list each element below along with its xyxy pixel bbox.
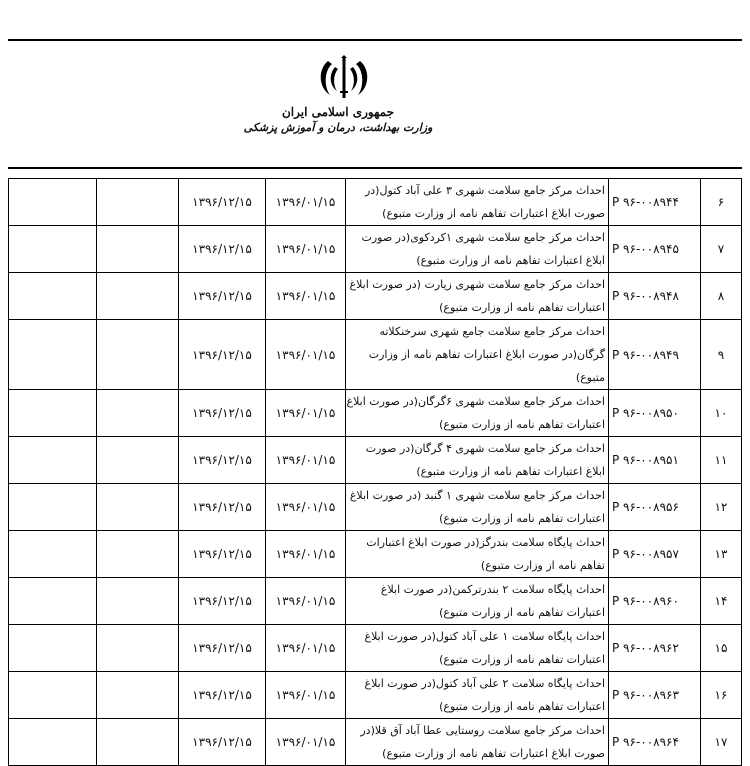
cell-start-date: ۱۳۹۶/۰۱/۱۵ — [266, 531, 346, 578]
cell-extra-2 — [9, 531, 97, 578]
cell-row-number: ۱۱ — [701, 437, 742, 484]
iran-emblem-icon — [314, 55, 374, 101]
cell-end-date: ۱۳۹۶/۱۲/۱۵ — [179, 484, 266, 531]
table-row — [9, 273, 742, 320]
cell-extra-2 — [9, 672, 97, 719]
cell-row-number: ۱۲ — [701, 484, 742, 531]
cell-extra-2 — [9, 437, 97, 484]
cell-row-number: ۱۳ — [701, 531, 742, 578]
cell-project-title: احداث پایگاه سلامت بندرگز(در صورت ابلاغ اعتبارات تفاهم نامه از وزارت متبوع) — [346, 531, 609, 578]
cell-extra-1 — [97, 320, 179, 390]
table-row — [9, 484, 742, 531]
cell-end-date: ۱۳۹۶/۱۲/۱۵ — [179, 320, 266, 390]
cell-end-date: ۱۳۹۶/۱۲/۱۵ — [179, 672, 266, 719]
cell-row-number: ۸ — [701, 273, 742, 320]
cell-end-date: ۱۳۹۶/۱۲/۱۵ — [179, 578, 266, 625]
cell-start-date: ۱۳۹۶/۰۱/۱۵ — [266, 226, 346, 273]
cell-extra-2 — [9, 226, 97, 273]
cell-extra-1 — [97, 437, 179, 484]
cell-extra-1 — [97, 390, 179, 437]
cell-project-code: P ۹۶-۰۰۸۹۴۵ — [609, 226, 701, 273]
cell-start-date: ۱۳۹۶/۰۱/۱۵ — [266, 179, 346, 226]
cell-end-date: ۱۳۹۶/۱۲/۱۵ — [179, 625, 266, 672]
cell-extra-1 — [97, 578, 179, 625]
cell-extra-1 — [97, 273, 179, 320]
cell-extra-1 — [97, 179, 179, 226]
cell-row-number: ۷ — [701, 226, 742, 273]
cell-start-date: ۱۳۹۶/۰۱/۱۵ — [266, 390, 346, 437]
cell-project-title: احداث مرکز جامع سلامت روستایی عطا آباد آق قلا(در صورت ابلاغ اعتبارات تفاهم نامه از وزارت متبوع) — [346, 719, 609, 766]
cell-project-title: احداث مرکز جامع سلامت شهری ۶گرگان(در صورت ابلاغ اعتبارات تفاهم نامه از وزارت متبوع) — [346, 390, 609, 437]
cell-start-date: ۱۳۹۶/۰۱/۱۵ — [266, 625, 346, 672]
cell-project-code: P ۹۶-۰۰۸۹۶۴ — [609, 719, 701, 766]
table-row — [9, 625, 742, 672]
cell-end-date: ۱۳۹۶/۱۲/۱۵ — [179, 226, 266, 273]
cell-project-title: احداث پایگاه سلامت ۲ علی آباد کتول(در صورت ابلاغ اعتبارات تفاهم نامه از وزارت متبوع) — [346, 672, 609, 719]
country-name: جمهوری اسلامی ایران — [281, 105, 395, 119]
cell-end-date: ۱۳۹۶/۱۲/۱۵ — [179, 437, 266, 484]
cell-extra-1 — [97, 484, 179, 531]
cell-row-number: ۱۵ — [701, 625, 742, 672]
cell-extra-2 — [9, 390, 97, 437]
cell-row-number: ۱۶ — [701, 672, 742, 719]
cell-row-number: ۱۰ — [701, 390, 742, 437]
header-bottom-rule — [8, 167, 742, 169]
table-row — [9, 226, 742, 273]
table-row — [9, 437, 742, 484]
cell-row-number: ۶ — [701, 179, 742, 226]
cell-end-date: ۱۳۹۶/۱۲/۱۵ — [179, 179, 266, 226]
cell-end-date: ۱۳۹۶/۱۲/۱۵ — [179, 273, 266, 320]
cell-extra-1 — [97, 719, 179, 766]
cell-project-code: P ۹۶-۰۰۸۹۴۴ — [609, 179, 701, 226]
table-row — [9, 320, 742, 390]
cell-start-date: ۱۳۹۶/۰۱/۱۵ — [266, 273, 346, 320]
cell-end-date: ۱۳۹۶/۱۲/۱۵ — [179, 390, 266, 437]
organization-name — [238, 104, 438, 136]
cell-project-code: P ۹۶-۰۰۸۹۶۲ — [609, 625, 701, 672]
cell-project-title: احداث مرکز جامع سلامت شهری ۱ گنبد (در صورت ابلاغ اعتبارات تفاهم نامه از وزارت متبوع) — [346, 484, 609, 531]
cell-row-number: ۱۷ — [701, 719, 742, 766]
cell-project-title: احداث مرکز جامع سلامت جامع شهری سرخنکلاته گرگان(در صورت ابلاغ اعتبارات تفاهم نامه از وزارت متبوع) — [346, 320, 609, 390]
cell-start-date: ۱۳۹۶/۰۱/۱۵ — [266, 719, 346, 766]
cell-extra-1 — [97, 226, 179, 273]
cell-start-date: ۱۳۹۶/۰۱/۱۵ — [266, 484, 346, 531]
cell-project-code: P ۹۶-۰۰۸۹۶۳ — [609, 672, 701, 719]
cell-project-code: P ۹۶-۰۰۸۹۵۱ — [609, 437, 701, 484]
cell-extra-2 — [9, 625, 97, 672]
table-row — [9, 390, 742, 437]
cell-project-title: احداث مرکز جامع سلامت شهری ۱کردکوی(در صورت ابلاغ اعتبارات تفاهم نامه از وزارت متبوع) — [346, 226, 609, 273]
cell-project-code: P ۹۶-۰۰۸۹۵۶ — [609, 484, 701, 531]
cell-extra-2 — [9, 320, 97, 390]
table-row — [9, 672, 742, 719]
cell-extra-2 — [9, 578, 97, 625]
projects-table — [8, 178, 742, 766]
cell-project-code: P ۹۶-۰۰۸۹۵۰ — [609, 390, 701, 437]
cell-project-title: احداث پایگاه سلامت ۲ بندرترکمن(در صورت ابلاغ اعتبارات تفاهم نامه از وزارت متبوع) — [346, 578, 609, 625]
cell-project-code: P ۹۶-۰۰۸۹۴۹ — [609, 320, 701, 390]
ministry-name: وزارت بهداشت، درمان و آموزش پزشکی — [243, 121, 433, 134]
cell-start-date: ۱۳۹۶/۰۱/۱۵ — [266, 672, 346, 719]
cell-end-date: ۱۳۹۶/۱۲/۱۵ — [179, 531, 266, 578]
cell-start-date: ۱۳۹۶/۰۱/۱۵ — [266, 437, 346, 484]
cell-extra-2 — [9, 719, 97, 766]
cell-extra-2 — [9, 484, 97, 531]
cell-end-date: ۱۳۹۶/۱۲/۱۵ — [179, 719, 266, 766]
table-row — [9, 179, 742, 226]
projects-table-body — [9, 179, 742, 766]
cell-project-title: احداث پایگاه سلامت ۱ علی آباد کتول(در صورت ابلاغ اعتبارات تفاهم نامه از وزارت متبوع) — [346, 625, 609, 672]
cell-project-title: احداث مرکز جامع سلامت شهری ۴ گرگان(در صورت ابلاغ اعتبارات تفاهم نامه از وزارت متبوع) — [346, 437, 609, 484]
cell-extra-2 — [9, 179, 97, 226]
cell-project-title: احداث مرکز جامع سلامت شهری زیارت (در صورت ابلاغ اعتبارات تفاهم نامه از وزارت متبوع) — [346, 273, 609, 320]
letterhead — [0, 41, 750, 167]
table-row — [9, 719, 742, 766]
cell-start-date: ۱۳۹۶/۰۱/۱۵ — [266, 578, 346, 625]
cell-extra-1 — [97, 672, 179, 719]
cell-row-number: ۹ — [701, 320, 742, 390]
cell-extra-1 — [97, 625, 179, 672]
table-row — [9, 578, 742, 625]
cell-extra-1 — [97, 531, 179, 578]
cell-project-code: P ۹۶-۰۰۸۹۶۰ — [609, 578, 701, 625]
cell-start-date: ۱۳۹۶/۰۱/۱۵ — [266, 320, 346, 390]
cell-project-code: P ۹۶-۰۰۸۹۴۸ — [609, 273, 701, 320]
cell-project-code: P ۹۶-۰۰۸۹۵۷ — [609, 531, 701, 578]
cell-project-title: احداث مرکز جامع سلامت شهری ۳ علی آباد کتول(در صورت ابلاغ اعتبارات تفاهم نامه از وزارت متبوع) — [346, 179, 609, 226]
cell-extra-2 — [9, 273, 97, 320]
table-row — [9, 531, 742, 578]
cell-row-number: ۱۴ — [701, 578, 742, 625]
